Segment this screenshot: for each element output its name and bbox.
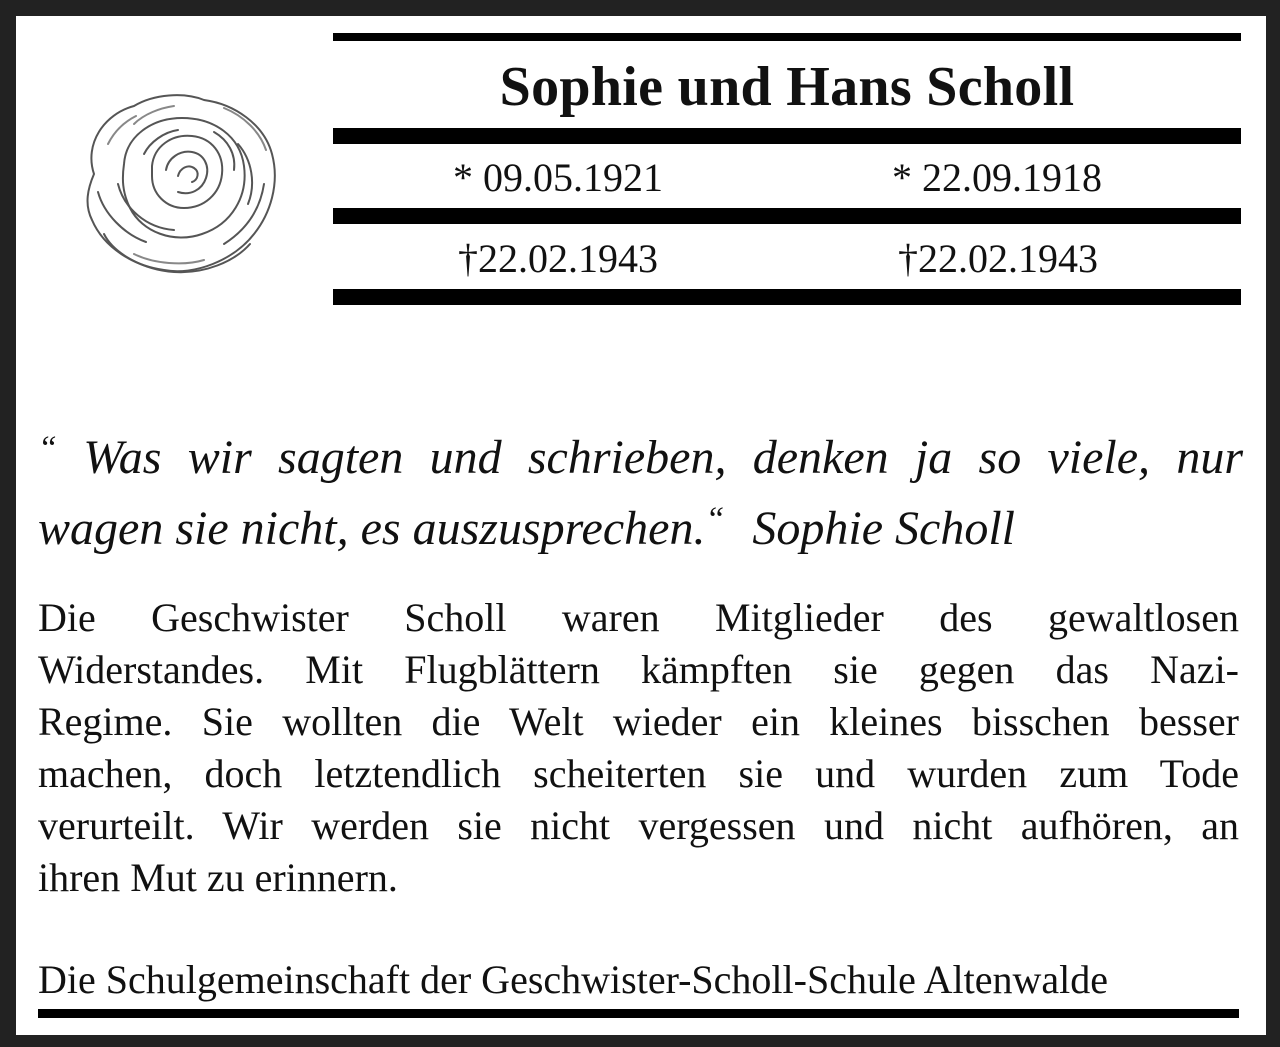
sophie-birth-date: * 09.05.1921 [453, 155, 663, 200]
hans-death-date: †22.02.1943 [898, 236, 1098, 281]
sophie-death-date: †22.02.1943 [458, 236, 658, 281]
body-line: Die Geschwister Scholl waren Mitglieder des gewaltlosen [38, 595, 1239, 640]
quote-line [38, 489, 1243, 560]
signature: Die Schulgemeinschaft der Geschwister-Scholl-Schule Altenwalde [38, 957, 1108, 1002]
body-line: verurteilt. Wir werden sie nicht vergessen und nicht aufhören, an [38, 803, 1239, 848]
body-line: Regime. Sie wollten die Welt wieder ein kleines bisschen besser [38, 699, 1239, 744]
top-rule [333, 33, 1241, 41]
quote-line [38, 418, 1243, 489]
quote-close-mark: “ [705, 501, 725, 538]
body-paragraph [38, 592, 1239, 904]
quote-block [38, 418, 1243, 560]
quote-author: Sophie Scholl [752, 502, 1015, 555]
body-line: ihren Mut zu erinnern. [38, 855, 398, 900]
page-title: Sophie und Hans Scholl [499, 56, 1075, 118]
hans-birth-date: * 22.09.1918 [892, 155, 1102, 200]
bottom-rule [333, 289, 1241, 305]
quote-text: Was wir sagten und schrieben, denken ja so viele, nur [83, 431, 1243, 484]
body-line: machen, doch letztendlich scheiterten sie und wurden zum Tode [38, 751, 1239, 796]
rose-icon [74, 84, 286, 280]
body-line: Widerstandes. Mit Flugblättern kämpften sie gegen das Nazi- [38, 647, 1239, 692]
divider-rule [333, 128, 1241, 144]
quote-open-mark: “ [38, 430, 57, 467]
quote-text: wagen sie nicht, es auszusprechen. [38, 502, 706, 555]
footer-rule [38, 1009, 1239, 1018]
divider-rule [333, 208, 1241, 224]
